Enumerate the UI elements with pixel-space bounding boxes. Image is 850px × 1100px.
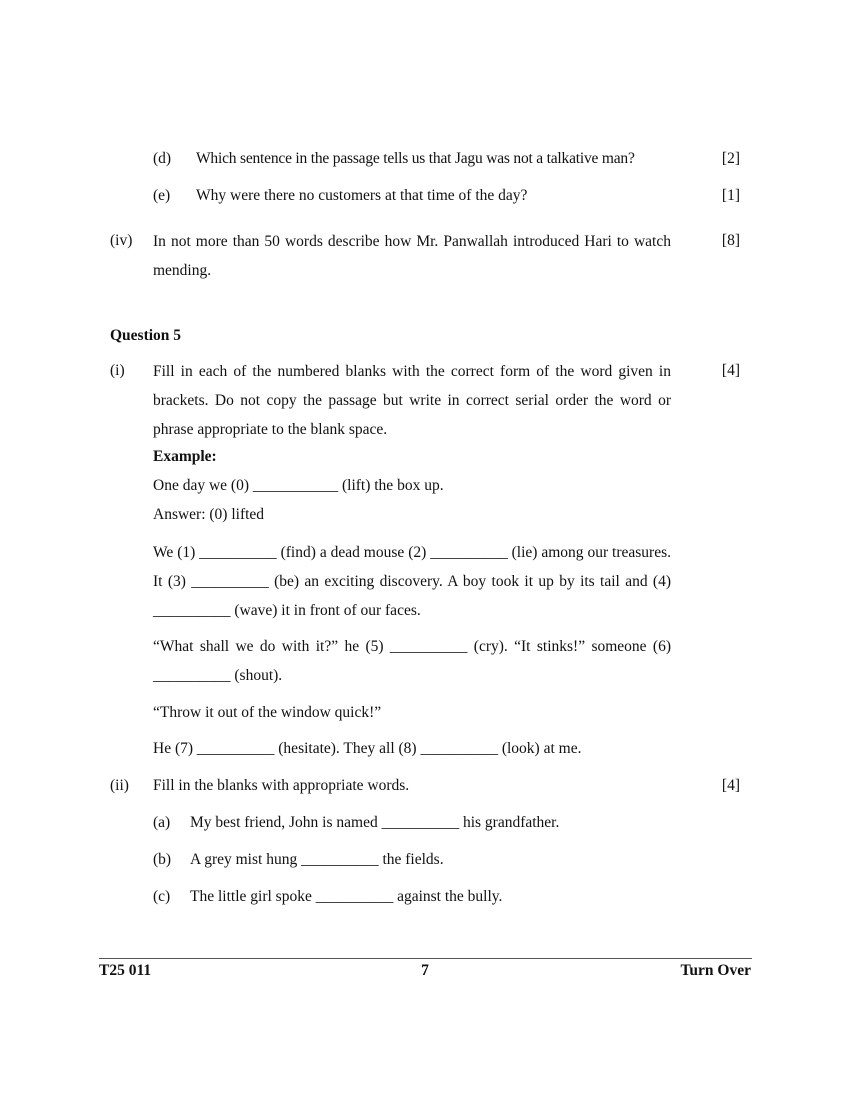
part-label: (i): [110, 362, 125, 379]
paper-code: T25 011: [99, 962, 152, 979]
passage-paragraph-3: “Throw it out of the window quick!”: [153, 704, 382, 721]
page-number: 7: [421, 962, 429, 979]
passage-paragraph-2: “What shall we do with it?” he (5) __________ (cry). “It stinks!” someone (6) __________ (shout).: [153, 638, 671, 684]
marks: [8]: [721, 232, 740, 249]
marks: [4]: [721, 777, 740, 794]
item-text: Why were there no customers at that time of the day?: [196, 187, 528, 204]
example-heading: Example:: [153, 448, 217, 465]
question-heading: Question 5: [110, 327, 182, 344]
item-label: (d): [153, 150, 172, 167]
part-label: (iv): [110, 232, 133, 249]
passage-paragraph-1: We (1) __________ (find) a dead mouse (2) __________ (lie) among our treasures. It (3) __________ (be) an exciting discovery. A boy took it up by its tail and (4) __________ (wave) it in front of our faces.: [153, 544, 671, 619]
part-label: (ii): [110, 777, 129, 794]
item-text: My best friend, John is named __________ his grandfather.: [190, 814, 560, 831]
instruction-text: Fill in the blanks with appropriate words.: [153, 777, 410, 794]
item-label: (b): [153, 851, 172, 868]
item-text: A grey mist hung __________ the fields.: [190, 851, 444, 868]
instruction-text: Fill in each of the numbered blanks with the correct form of the word given in brackets. Do not copy the passage but write in correct serial order the word or phrase appropriate to the blank space.: [153, 363, 671, 438]
example-answer: Answer: (0) lifted: [153, 506, 265, 523]
footer-divider: [99, 958, 752, 959]
marks: [4]: [721, 362, 740, 379]
item-text: The little girl spoke __________ against the bully.: [190, 888, 503, 905]
turn-over-label: Turn Over: [680, 962, 751, 979]
item-text: Which sentence in the passage tells us that Jagu was not a talkative man?: [196, 150, 635, 167]
passage-paragraph-4: He (7) __________ (hesitate). They all (8) __________ (look) at me.: [153, 740, 582, 757]
part-text: In not more than 50 words describe how Mr. Panwallah introduced Hari to watch mending.: [153, 233, 671, 279]
example-line: One day we (0) ___________ (lift) the box up.: [153, 477, 444, 494]
item-label: (e): [153, 187, 171, 204]
marks: [1]: [721, 187, 740, 204]
item-label: (c): [153, 888, 171, 905]
marks: [2]: [721, 150, 740, 167]
item-label: (a): [153, 814, 171, 831]
